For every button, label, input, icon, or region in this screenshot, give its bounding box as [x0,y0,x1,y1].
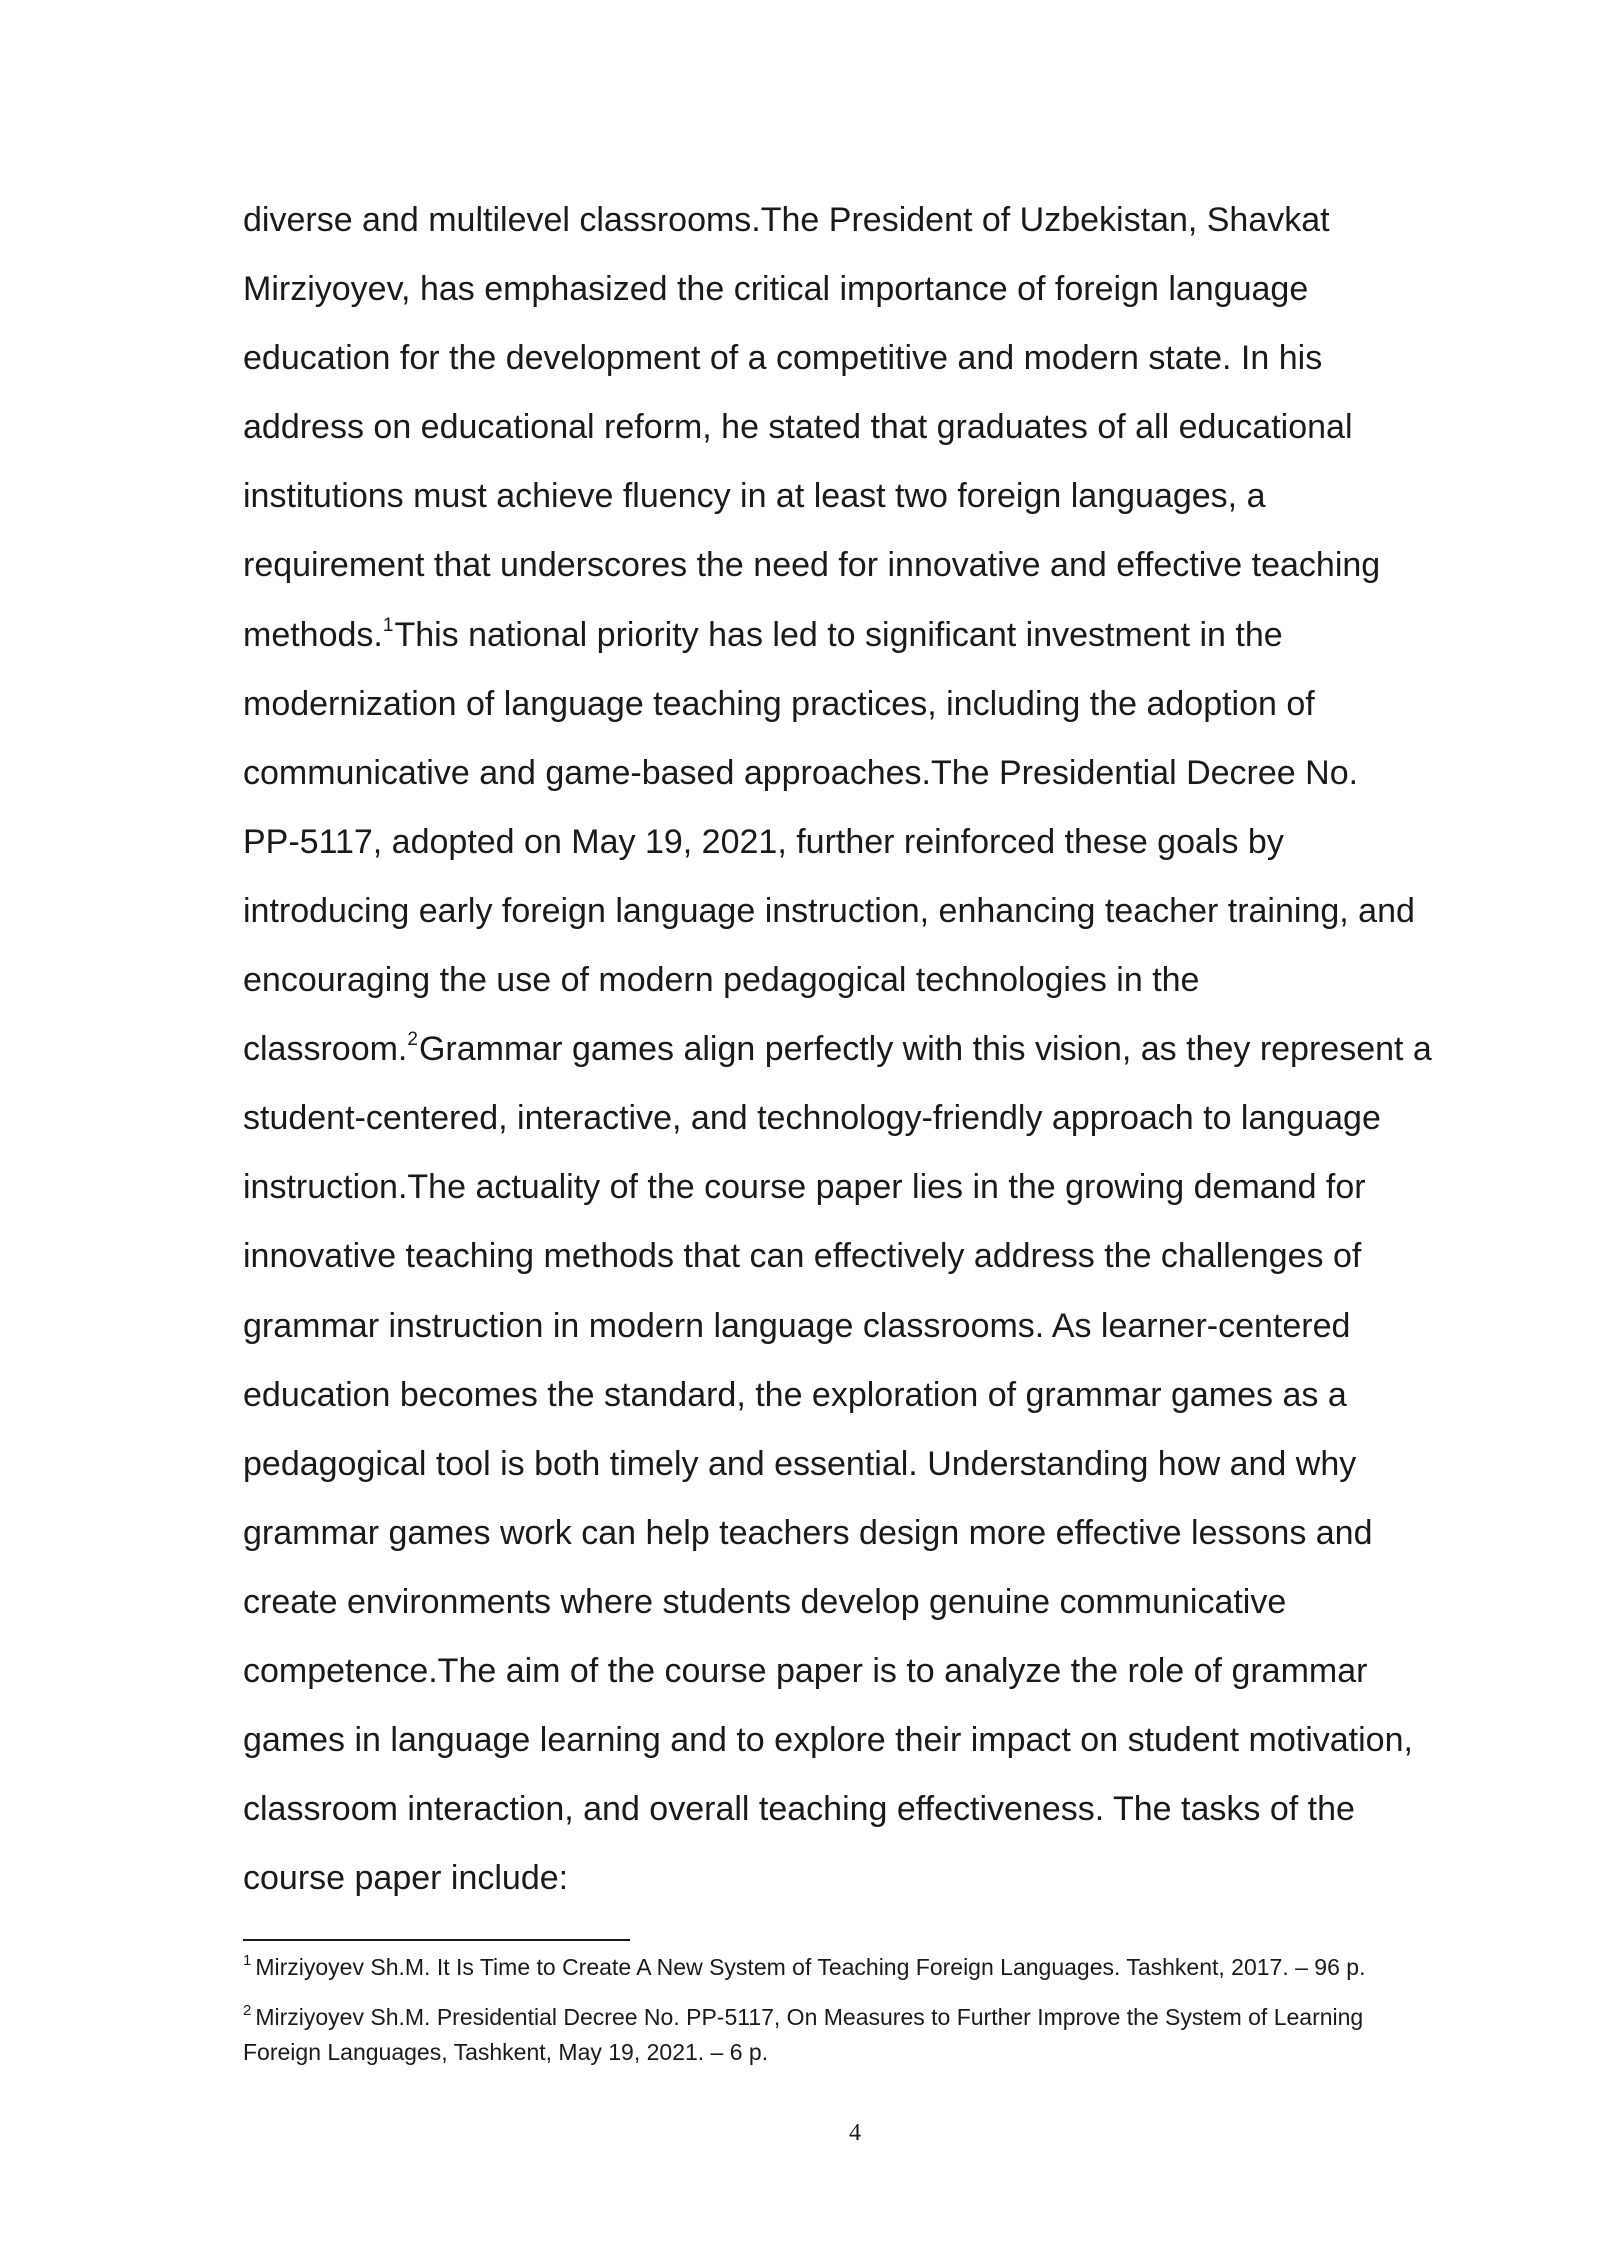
body-line: grammar games work can help teachers design more effective lessons and [243,1513,1373,1552]
footnote-1 [243,1950,1463,1985]
body-line-text: This national priority has led to significant investment in the [394,615,1283,654]
body-line: Mirziyoyev, has emphasized the critical importance of foreign language [243,270,1309,309]
body-line: education becomes the standard, the exploration of grammar games as a [243,1375,1347,1414]
body-line: communicative and game-based approaches.The Presidential Decree No. [243,753,1359,792]
body-line: PP-5117, adopted on May 19, 2021, further reinforced these goals by [243,822,1284,861]
body-line: pedagogical tool is both timely and essential. Understanding how and why [243,1444,1357,1483]
footnote-line [243,2000,1463,2035]
body-line [243,1015,1468,1084]
footnote-text: Mirziyoyev Sh.M. It Is Time to Create A New System of Teaching Foreign Languages. Tashkent, 2017. – 96 p. [255,1954,1366,1980]
footnote-number: 2 [243,2002,252,2019]
body-line: encouraging the use of modern pedagogical technologies in the [243,961,1200,1000]
body-line: diverse and multilevel classrooms.The President of Uzbekistan, Shavkat [243,201,1330,239]
footnote-divider [243,1939,630,1941]
body-line: modernization of language teaching practices, including the adoption of [243,684,1315,723]
footnote-text: Mirziyoyev Sh.M. Presidential Decree No. PP-5117, On Measures to Further Improve the System of Learning [255,2004,1364,2030]
body-line-text: classroom. [243,1030,408,1069]
footnote-line [243,1950,1463,1985]
body-line: institutions must achieve fluency in at least two foreign languages, a [243,477,1266,516]
body-line-text: Grammar games align perfectly with this vision, as they represent a [418,1030,1432,1069]
body-line [243,601,1468,670]
body-line: innovative teaching methods that can effectively address the challenges of [243,1237,1362,1276]
body-line: introducing early foreign language instruction, enhancing teacher training, and [243,891,1415,930]
body-line: course paper include: [243,1859,569,1898]
body-line-text: methods. [243,615,383,654]
body-line: instruction.The actuality of the course paper lies in the growing demand for [243,1168,1366,1207]
body-line: grammar instruction in modern language classrooms. As learner-centered [243,1306,1351,1345]
body-line: competence.The aim of the course paper is to analyze the role of grammar [243,1651,1368,1690]
footnote-2 [243,2000,1463,2070]
footnote-number: 1 [243,1952,252,1969]
body-line: create environments where students develop genuine communicative [243,1582,1287,1621]
footnote-line: Foreign Languages, Tashkent, May 19, 2021. – 6 p. [243,2039,769,2065]
body-text [243,186,1468,1913]
body-line: requirement that underscores the need for innovative and effective teaching [243,546,1381,585]
footnote-reference-1[interactable]: 1 [382,614,394,636]
body-line: address on educational reform, he stated that graduates of all educational [243,408,1353,447]
page-number: 4 [849,2120,861,2146]
body-line: education for the development of a competitive and modern state. In his [243,339,1323,378]
body-line: student-centered, interactive, and technology-friendly approach to language [243,1099,1381,1138]
body-line: classroom interaction, and overall teaching effectiveness. The tasks of the [243,1790,1355,1829]
footnotes [243,1950,1463,2085]
footnote-reference-2[interactable]: 2 [407,1029,418,1051]
body-line: games in language learning and to explore their impact on student motivation, [243,1721,1413,1760]
